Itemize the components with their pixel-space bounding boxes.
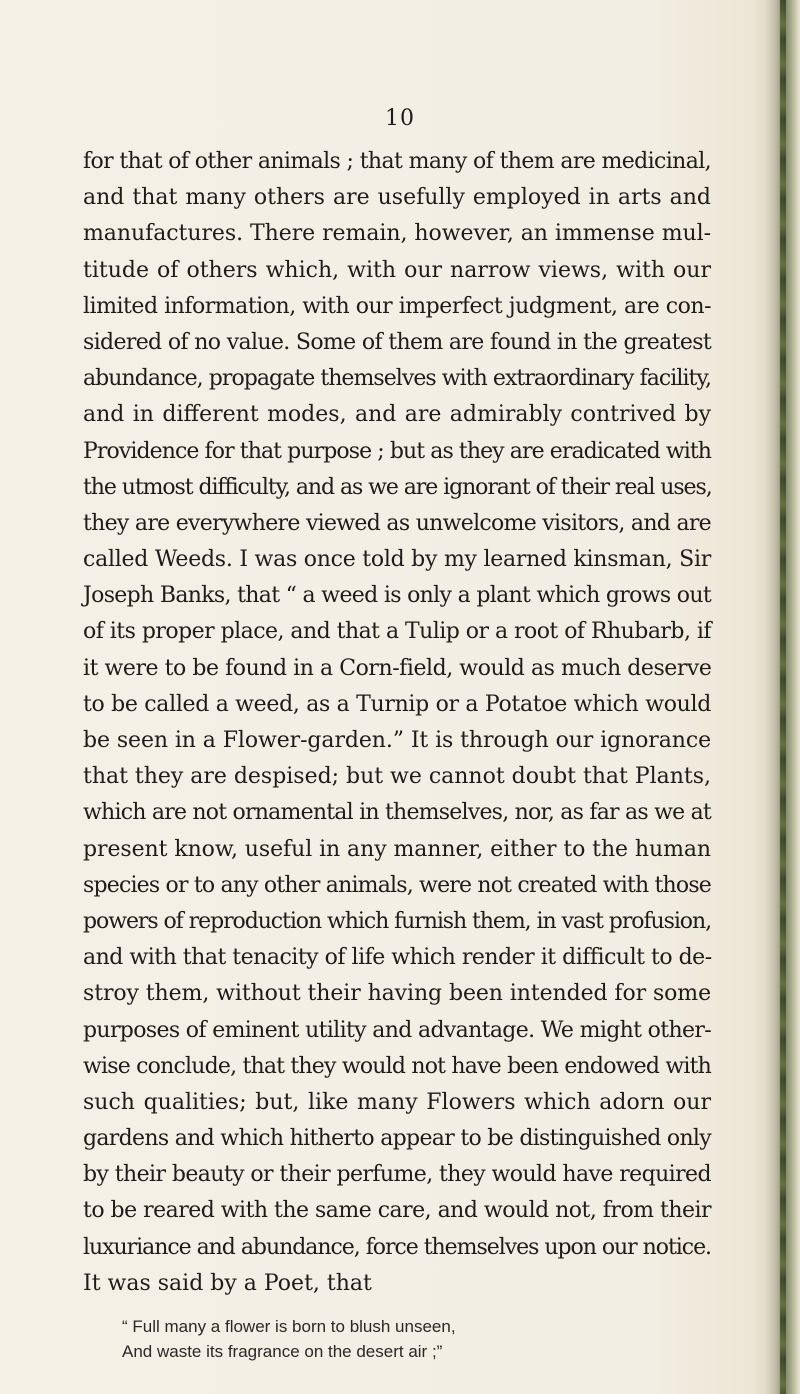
quote-line: “ Full many a flower is born to blush unseen, <box>122 1317 456 1336</box>
text-line: and that many others are usefully employed in arts and <box>83 185 711 211</box>
page-edge-binding <box>766 0 800 1394</box>
text-line: for that of other animals ; that many of them are medicinal, <box>83 149 712 174</box>
quote-line: And waste its fragrance on the desert air ;” <box>122 1342 443 1361</box>
text-line: powers of reproduction which furnish them, in vast profusion, <box>83 908 711 934</box>
text-line: wise conclude, that they would not have been endowed with <box>83 1053 711 1079</box>
text-line: present know, useful in any manner, either to the human <box>83 836 711 862</box>
text-line: that they are despised; but we cannot doubt that Plants, <box>83 764 711 790</box>
text-line: sidered of no value. Some of them are found in the greatest <box>83 329 712 355</box>
text-line: they are everywhere viewed as unwelcome visitors, and are <box>83 510 711 536</box>
text-line: which are not ornamental in themselves, nor, as far as we at <box>83 800 711 826</box>
page-number: 10 <box>385 106 415 131</box>
text-line: such qualities; but, like many Flowers which adorn our <box>83 1089 711 1115</box>
text-line: to be called a weed, as a Turnip or a Potatoe which would <box>83 691 711 717</box>
text-line: stroy them, without their having been intended for some <box>83 981 712 1007</box>
text-line: of its proper place, and that a Tulip or a root of Rhubarb, if <box>83 619 712 645</box>
text-line: Joseph Banks, that “ a weed is only a plant which grows out <box>83 583 711 609</box>
text-line: to be reared with the same care, and would not, from their <box>83 1198 712 1224</box>
text-line: be seen in a Flower-garden.” It is through our ignorance <box>83 728 711 753</box>
text-line: called Weeds. I was once told by my learned kinsman, Sir <box>83 547 712 573</box>
body-text <box>83 144 711 1302</box>
text-line: purposes of eminent utility and advantage. We might other- <box>83 1017 711 1043</box>
text-line: luxuriance and abundance, force themselves upon our notice. <box>83 1234 712 1260</box>
text-line: the utmost difficulty, and as we are ignorant of their real uses, <box>83 474 712 500</box>
text-line: and in different modes, and are admirably contrived by <box>83 402 711 428</box>
text-line: by their beauty or their perfume, they would have required <box>83 1162 711 1188</box>
text-line: gardens and which hitherto appear to be distinguished only <box>83 1126 712 1152</box>
text-line: species or to any other animals, were not created with those <box>83 872 712 898</box>
poem-quote <box>122 1314 456 1364</box>
text-line: it were to be found in a Corn-field, would as much deserve <box>83 655 712 681</box>
text-line: limited information, with our imperfect judgment, are con- <box>83 293 712 319</box>
text-line: Providence for that purpose ; but as they are eradicated with <box>83 438 712 464</box>
text-line: It was said by a Poet, that <box>83 1270 372 1296</box>
text-line: and with that tenacity of life which render it difficult to de- <box>83 945 712 971</box>
text-line: titude of others which, with our narrow views, with our <box>83 257 711 283</box>
text-line: abundance, propagate themselves with extraordinary facility, <box>83 366 712 392</box>
text-line: manufactures. There remain, however, an immense mul- <box>83 221 711 247</box>
